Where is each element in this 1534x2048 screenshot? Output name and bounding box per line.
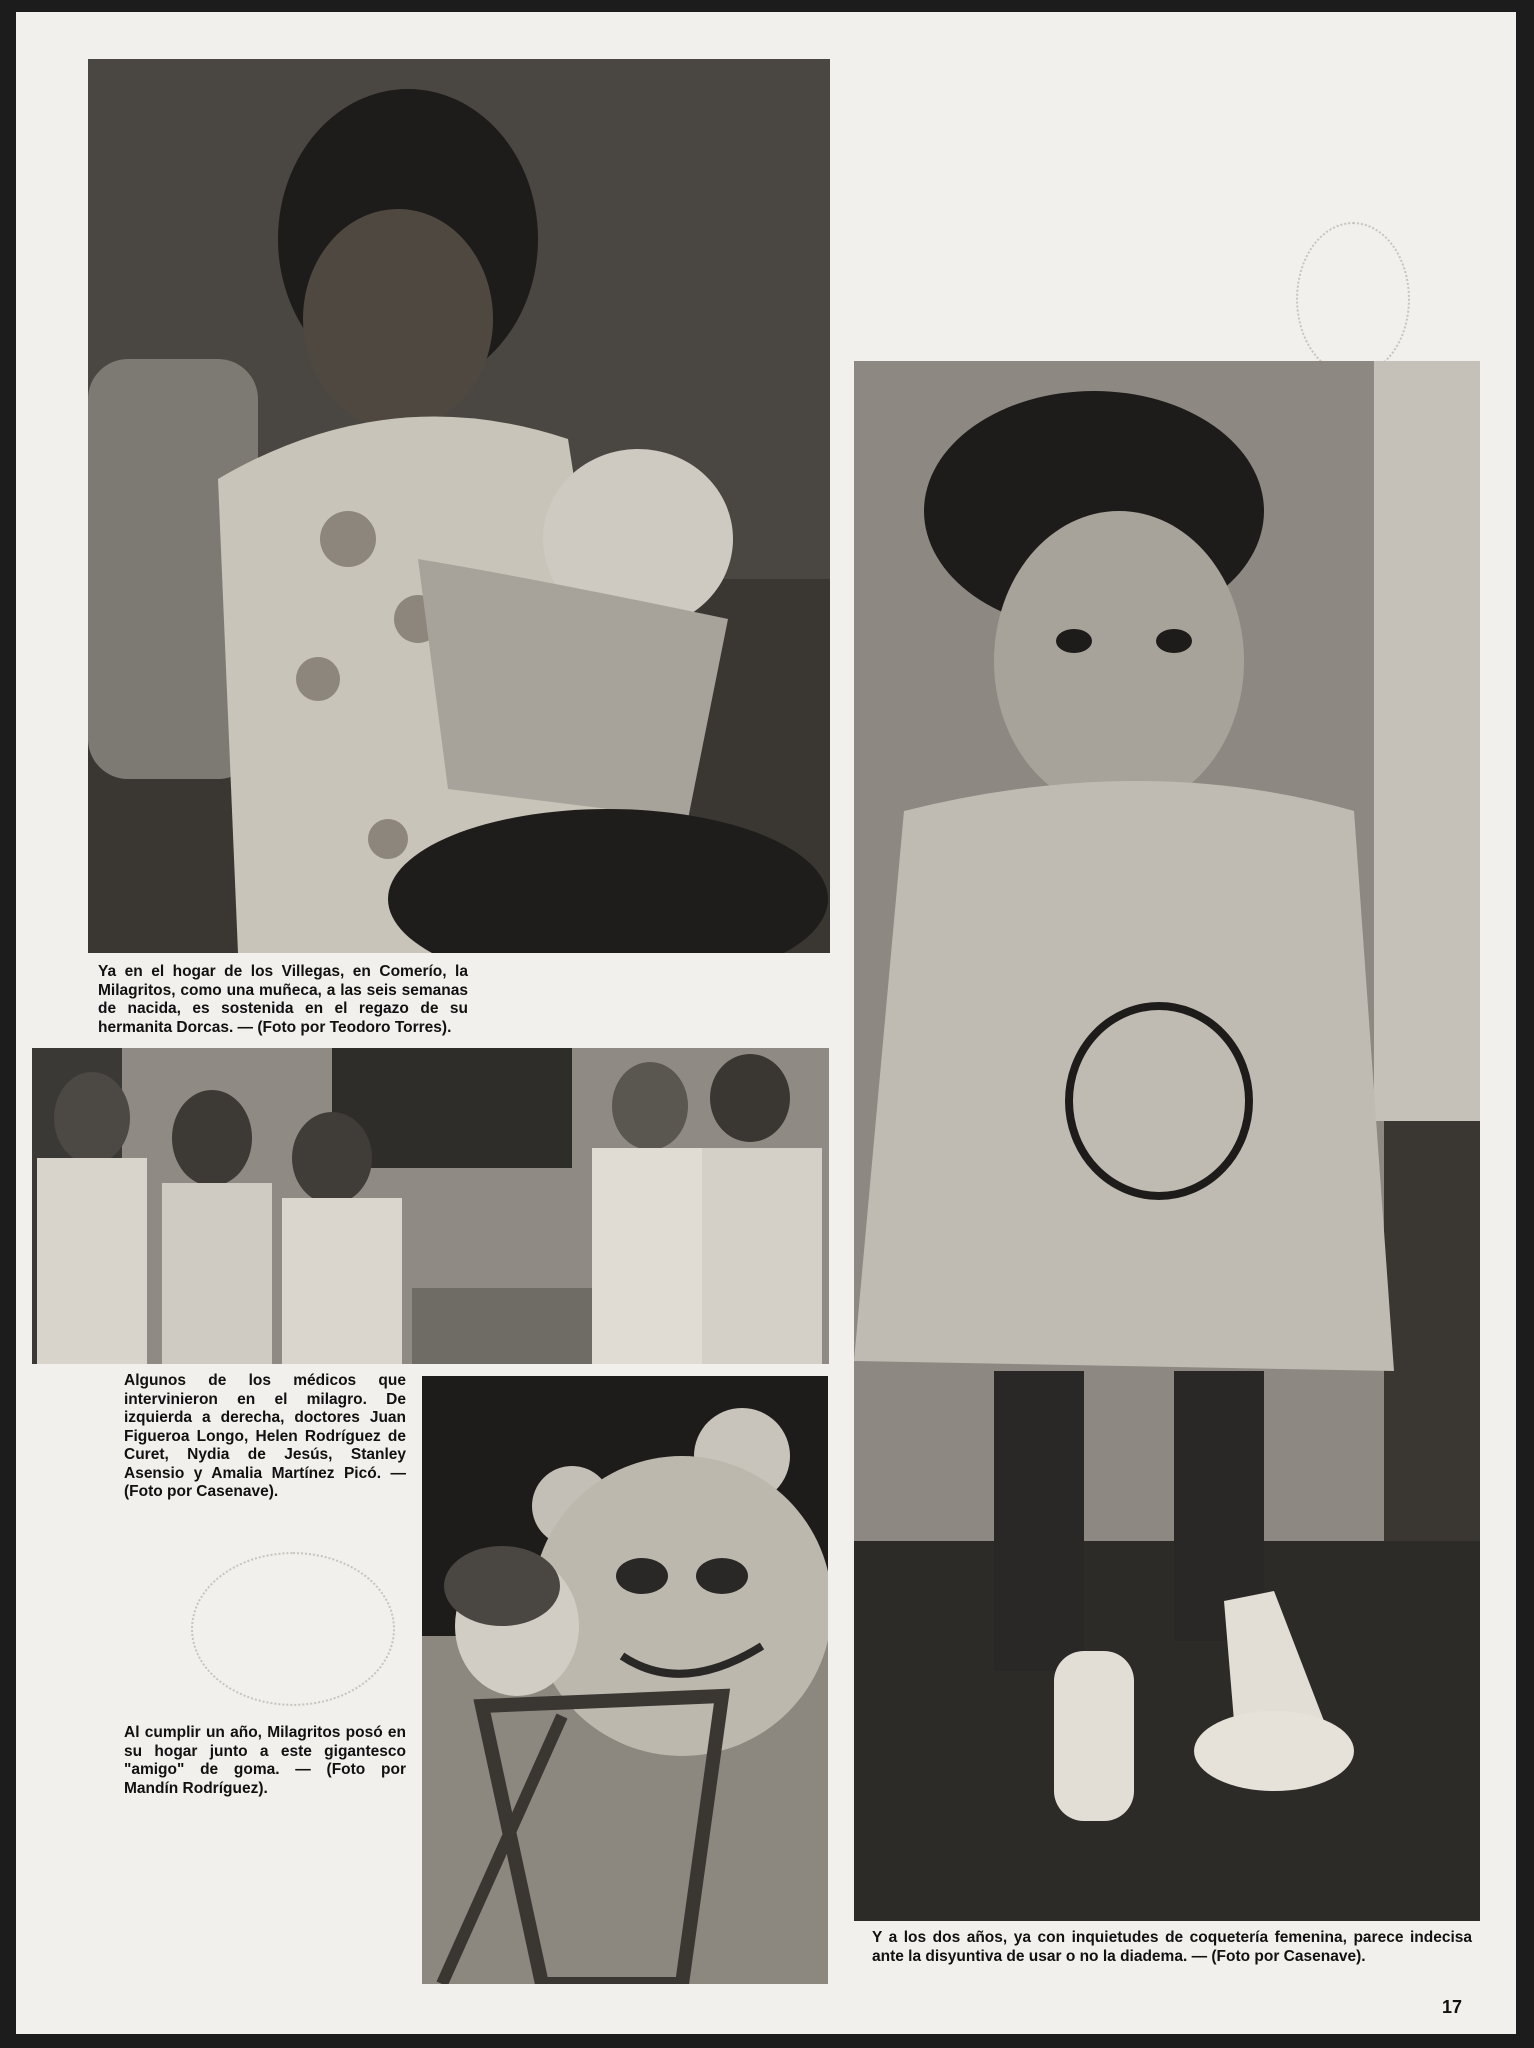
magazine-page <box>16 12 1516 2034</box>
caption-first-birthday: Al cumplir un año, Milagritos posó en su hogar junto a este gigantesco "amigo" de goma. — (Foto por Mandín Rodríguez). <box>124 1724 406 1797</box>
caption-two-years: Y a los dos años, ya con inquietudes de coquetería femenina, parece indecisa ante la disyuntiva de usar o no la diadema. — (Foto por Casenave). <box>872 1929 1472 1965</box>
caption-dorcas: Ya en el hogar de los Villegas, en Comerío, la Milagritos, como una muñeca, a las seis semanas de nacida, es sostenida en el regazo de su hermanita Dorcas. — (Foto por Teodoro Torres). <box>98 963 468 1036</box>
page-number: 17 <box>1441 1997 1462 2017</box>
photo-two-year-old-girl <box>854 361 1480 1921</box>
paper-stain <box>191 1552 395 1706</box>
photo-girl-holding-baby <box>88 59 830 953</box>
caption-doctors: Algunos de los médicos que intervinieron en el milagro. De izquierda a derecha, doctores Juan Figueroa Longo, Helen Rodríguez de Curet, Nydia de Jesús, Stanley Asensio y Amalia Martínez Picó. — (Foto por Casenave). <box>124 1372 406 1500</box>
paper-stain <box>1296 222 1410 376</box>
photo-baby-rubber-friend <box>422 1376 828 1984</box>
photo-doctors <box>32 1048 829 1364</box>
